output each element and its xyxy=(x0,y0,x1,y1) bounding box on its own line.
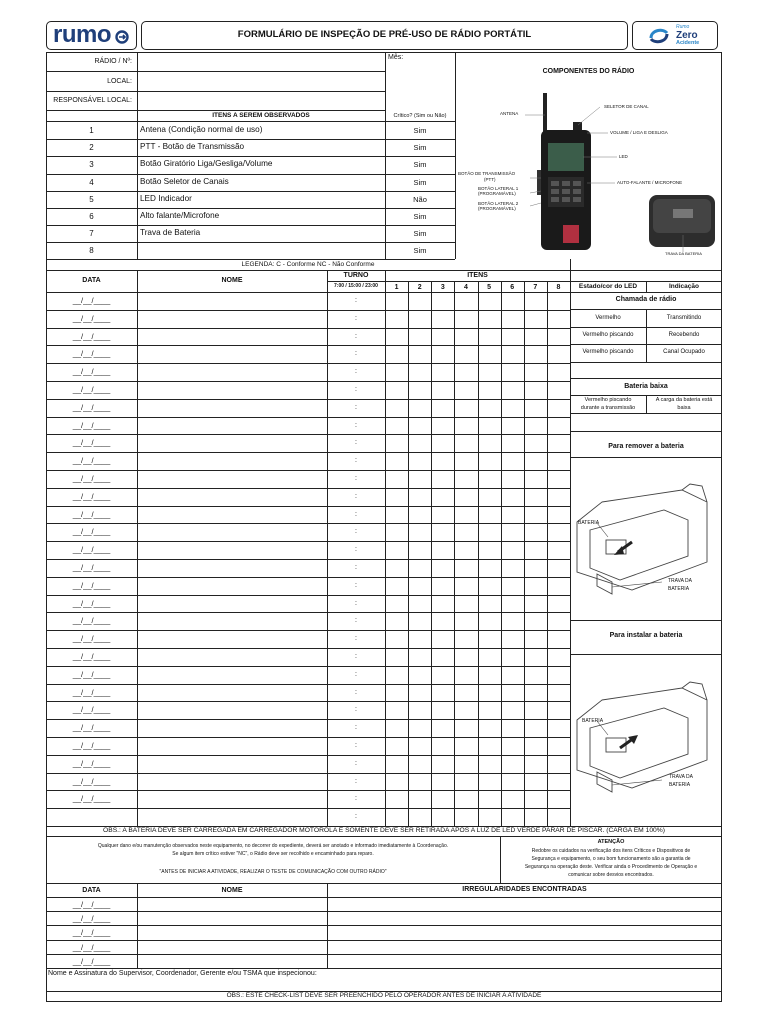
led-col-indicacao: Indicação xyxy=(669,283,699,290)
irr-description-field[interactable] xyxy=(328,898,720,910)
item-critico: Sim xyxy=(413,246,427,256)
log-time-field[interactable]: : xyxy=(355,617,357,625)
log-name-field[interactable] xyxy=(138,649,326,665)
item-name: Botão Seletor de Canais xyxy=(140,176,229,186)
chamada-row-2-estado: Vermelho piscando xyxy=(582,332,634,338)
mes-field[interactable] xyxy=(388,64,452,108)
log-time-field[interactable]: : xyxy=(355,813,357,821)
log-date-field[interactable]: __/__/____ xyxy=(72,634,111,644)
log-name-field[interactable] xyxy=(138,613,326,629)
autofalante-label: AUTO-FALANTE / MICROFONE xyxy=(617,180,683,185)
log-name-field[interactable] xyxy=(138,774,326,790)
log-time-field[interactable]: : xyxy=(355,421,357,429)
log-date-field[interactable]: __/__/____ xyxy=(72,687,111,697)
log-time-field[interactable]: : xyxy=(355,635,357,643)
atencao-title: ATENÇÃO xyxy=(597,839,625,845)
components-title: COMPONENTES DO RÁDIO xyxy=(542,68,635,75)
log-date-field[interactable]: __/__/____ xyxy=(72,741,111,750)
seletor-label: SELETOR DE CANAL xyxy=(604,104,649,109)
log-name-field[interactable] xyxy=(138,364,326,380)
remover-trava-label-1: TRAVA DA xyxy=(668,578,692,584)
log-date-field[interactable]: __/__/____ xyxy=(72,598,111,608)
log-time-field[interactable]: : xyxy=(355,368,357,376)
log-date-field[interactable]: __/__/____ xyxy=(72,758,111,768)
item-name: PTT - Botão de Transmissão xyxy=(140,142,245,152)
log-date-field[interactable]: __/__/____ xyxy=(72,545,111,555)
log-name-field[interactable] xyxy=(138,346,326,362)
remover-bateria-label: BATERIA xyxy=(578,520,600,526)
log-name-field[interactable] xyxy=(138,435,326,451)
item-column-number: 8 xyxy=(556,284,561,291)
ptt-label-2: (PTT) xyxy=(484,177,496,182)
log-name-field[interactable] xyxy=(138,791,326,807)
radio-number-field[interactable] xyxy=(138,53,384,70)
item-number: 4 xyxy=(89,177,94,187)
atencao-line3: Segurança na operação deste. Verificar ainda o Procedimento de Operação e xyxy=(524,864,698,870)
remover-title: Para remover a bateria xyxy=(608,443,684,450)
log-time-field[interactable]: : xyxy=(355,688,357,696)
chamada-row-1-indicacao: Transmitindo xyxy=(666,315,702,321)
log-time-field[interactable]: : xyxy=(355,386,357,393)
irr-date-field[interactable]: __/__/____ xyxy=(72,956,111,966)
chamada-row-1-estado: Vermelho xyxy=(595,315,621,321)
item-critico: Sim xyxy=(413,212,427,221)
lateral1-label-2: (PROGRAMÁVEL) xyxy=(478,191,516,196)
log-date-field[interactable]: __/__/____ xyxy=(72,456,111,466)
log-name-field[interactable] xyxy=(138,507,326,523)
log-col-itens: ITENS xyxy=(467,272,488,279)
item-number: 2 xyxy=(89,143,94,153)
log-name-field[interactable] xyxy=(138,560,326,576)
lateral2-label-2: (PROGRAMÁVEL) xyxy=(478,206,516,211)
log-time-field[interactable]: : xyxy=(355,439,357,447)
log-date-field[interactable]: __/__/____ xyxy=(72,563,111,572)
instalar-trava-label-1: TRAVA DA xyxy=(669,774,693,780)
log-col-nome: NOME xyxy=(221,277,243,284)
irr-name-field[interactable] xyxy=(138,898,326,910)
log-name-field[interactable] xyxy=(138,400,326,416)
responsavel-label: RESPONSÁVEL LOCAL: xyxy=(53,97,132,104)
log-date-field[interactable]: __/__/____ xyxy=(72,776,111,786)
log-col-turno: TURNO xyxy=(343,272,369,279)
log-name-field[interactable] xyxy=(138,542,326,558)
log-date-field[interactable]: __/__/____ xyxy=(72,331,111,341)
irr-description-field[interactable] xyxy=(328,955,720,967)
irr-description-field[interactable] xyxy=(328,926,720,938)
lateral2-label-1: BOTÃO LATERAL 2 xyxy=(478,201,519,206)
item-column-number: 4 xyxy=(463,284,468,291)
log-name-field[interactable] xyxy=(138,471,326,487)
legenda: LEGENDA: C - Conforme NC - Não Conforme xyxy=(241,261,375,268)
log-name-field[interactable] xyxy=(138,418,326,434)
assinatura-field[interactable] xyxy=(48,980,718,990)
chamada-row-2-indicacao: Recebendo xyxy=(668,332,700,338)
obs-bateria-note: OBS.: A BATERIA DEVE SER CARREGADA EM CARREGADOR MOTOROLA E SOMENTE DEVE SER RETIRADA APÓS A LUZ DE LED VERDE PARAR DE PISCAR. (CARGA EM 100%) xyxy=(103,827,665,834)
item-number: 6 xyxy=(89,212,94,221)
log-time-field[interactable]: : xyxy=(355,457,357,465)
volume-label: VOLUME / LIGA E DESLIGA xyxy=(610,130,668,135)
log-time-field[interactable]: : xyxy=(355,724,357,732)
log-time-field[interactable]: : xyxy=(355,475,357,482)
item-name: Antena (Condição normal de uso) xyxy=(140,125,263,134)
log-date-field[interactable]: __/__/____ xyxy=(72,385,111,394)
log-date-field[interactable]: __/__/____ xyxy=(72,669,111,679)
local-label: LOCAL: xyxy=(107,78,132,85)
atencao-line2: Segurança e equipamento, o seu bom funcionamento são a garantia de xyxy=(531,856,691,862)
brand-line3: Acidente xyxy=(676,40,700,46)
instalar-trava-label-2: BATERIA xyxy=(669,782,691,788)
item-column-number: 3 xyxy=(440,284,445,291)
ptt-label-1: BOTÃO DE TRANSMISSÃO xyxy=(458,171,516,176)
brand-line2: Zero xyxy=(676,30,698,41)
irr-col-irregularidades: IRREGULARIDADES ENCONTRADAS xyxy=(462,886,587,893)
item-number: 5 xyxy=(89,194,94,204)
bateria-estado-1: Vermelho piscando xyxy=(584,397,632,403)
brand-line1: Rumo xyxy=(676,24,690,30)
item-name: Trava de Bateria xyxy=(140,228,201,238)
remove-battery-illustration xyxy=(572,482,720,602)
log-date-field[interactable]: __/__/____ xyxy=(72,296,111,305)
bateria-indicacao-2: baixa xyxy=(677,405,691,411)
irr-date-field[interactable]: __/__/____ xyxy=(72,900,111,909)
log-time-field[interactable]: : xyxy=(355,670,357,678)
log-time-field[interactable]: : xyxy=(355,350,357,358)
item-number: 3 xyxy=(89,160,94,170)
log-name-field[interactable] xyxy=(138,667,326,683)
log-date-field[interactable]: __/__/____ xyxy=(72,616,111,626)
log-name-field[interactable] xyxy=(138,631,326,647)
form-title: FORMULÁRIO DE INSPEÇÃO DE PRÉ-USO DE RÁDIO PORTÁTIL xyxy=(237,29,532,40)
log-name-field[interactable] xyxy=(138,311,326,327)
irr-date-field[interactable]: __/__/____ xyxy=(72,914,111,924)
log-time-field[interactable]: : xyxy=(355,403,357,411)
rumo-logo: rumo xyxy=(53,21,111,48)
item-column-number: 7 xyxy=(533,284,538,291)
bateria-estado-2: durante a transmissão xyxy=(580,405,636,411)
log-date-field[interactable]: __/__/____ xyxy=(72,580,111,590)
log-time-field[interactable]: : xyxy=(355,528,357,536)
item-number: 8 xyxy=(89,246,94,256)
item-name: Alto falante/Microfone xyxy=(140,211,220,220)
irr-name-field[interactable] xyxy=(138,955,326,967)
assinatura-label: Nome e Assinatura do Supervisor, Coordenador, Gerente e/ou TSMA que inspecionou: xyxy=(48,970,317,977)
irr-date-field[interactable]: __/__/____ xyxy=(72,928,111,938)
log-date-field[interactable]: __/__/____ xyxy=(72,438,111,448)
log-date-field[interactable]: __/__/____ xyxy=(72,491,111,501)
item-column-number: 5 xyxy=(487,284,492,291)
log-name-field[interactable] xyxy=(138,524,326,540)
log-time-field[interactable]: : xyxy=(355,777,357,785)
log-col-turno-hours: 7:00 / 15:00 / 23:00 xyxy=(334,283,378,289)
log-time-field[interactable]: : xyxy=(355,759,357,767)
log-time-field[interactable]: : xyxy=(355,706,357,714)
log-time-field[interactable]: : xyxy=(355,581,357,589)
irr-name-field[interactable] xyxy=(138,912,326,924)
log-time-field[interactable]: : xyxy=(355,332,357,340)
responsavel-field[interactable] xyxy=(138,92,384,109)
log-name-field[interactable] xyxy=(138,720,326,736)
item-column-number: 1 xyxy=(394,284,399,291)
irr-date-field[interactable]: __/__/____ xyxy=(72,942,111,952)
obs-dano-line1: Qualquer dano e/ou manutenção observados neste equipamento, no decorrer do expediente, deverá ser anotado e informado imediatamente à Coordenação. xyxy=(97,843,449,849)
item-critico: Sim xyxy=(413,229,427,239)
obs-antes-note: "ANTES DE INICIAR A ATIVIDADE, REALIZAR O TESTE DE COMUNICAÇÃO COM OUTRO RÁDIO" xyxy=(159,869,387,875)
item-number: 1 xyxy=(89,126,94,135)
log-date-field[interactable]: __/__/____ xyxy=(72,794,111,804)
log-name-field[interactable] xyxy=(138,685,326,701)
log-date-field[interactable]: __/__/____ xyxy=(72,474,111,483)
trava-label: TRAVA DA BATERIA xyxy=(665,251,702,256)
log-time-field[interactable]: : xyxy=(355,564,357,571)
log-date-field[interactable]: __/__/____ xyxy=(72,402,111,412)
log-date-field[interactable]: __/__/____ xyxy=(72,705,111,715)
irr-col-nome: NOME xyxy=(221,887,243,894)
local-field[interactable] xyxy=(138,72,384,90)
atencao-line4: comunicar sobre desvios encontrados. xyxy=(568,872,654,878)
log-time-field[interactable]: : xyxy=(355,492,357,500)
log-time-field[interactable]: : xyxy=(355,546,357,554)
bateria-indicacao-1: A carga da bateria está xyxy=(655,397,713,403)
irr-name-field[interactable] xyxy=(138,941,326,953)
item-critico: Sim xyxy=(413,126,427,135)
log-date-field[interactable]: __/__/____ xyxy=(72,313,111,323)
log-name-field[interactable] xyxy=(138,738,326,754)
chamada-title: Chamada de rádio xyxy=(615,296,677,303)
log-time-field[interactable]: : xyxy=(355,795,357,803)
item-column-number: 6 xyxy=(510,284,515,291)
log-name-field[interactable] xyxy=(138,453,326,469)
log-date-field[interactable]: __/__/____ xyxy=(72,420,111,430)
atencao-line1: Redobre os cuidados na verificação dos itens Críticos e Dispositivos de xyxy=(531,848,691,854)
log-name-field[interactable] xyxy=(138,756,326,772)
item-name: Botão Giratório Liga/Gesliga/Volume xyxy=(140,159,273,169)
checklist-note: OBS.: ESTE CHECK-LIST DEVE SER PREENCHIDO PELO OPERADOR ANTES DE INICIAR A ATIVIDADE xyxy=(226,992,542,999)
log-time-field[interactable]: : xyxy=(355,510,357,518)
log-date-field[interactable]: __/__/____ xyxy=(72,527,111,537)
log-name-field[interactable] xyxy=(138,578,326,594)
obs-dano-line2: Se algum item crítico estiver "NC", o Rádio deve ser recolhido e encaminhado para reparo. xyxy=(172,851,374,857)
log-time-field[interactable]: : xyxy=(355,297,357,304)
log-name-field[interactable] xyxy=(138,596,326,612)
log-name-field[interactable] xyxy=(138,382,326,398)
log-date-field[interactable]: __/__/____ xyxy=(72,652,111,661)
item-name: LED Indicador xyxy=(140,193,192,203)
rumo-logo-mark xyxy=(115,30,129,44)
irr-col-data: DATA xyxy=(82,887,101,894)
mes-label: Mês: xyxy=(388,54,404,61)
radio-label: RÁDIO / Nº: xyxy=(94,58,132,65)
install-battery-illustration xyxy=(572,680,720,800)
lateral1-label-1: BOTÃO LATERAL 1 xyxy=(478,186,519,191)
irr-name-field[interactable] xyxy=(138,926,326,938)
instalar-bateria-label: BATERIA xyxy=(582,718,604,724)
item-critico: Sim xyxy=(413,177,427,187)
log-name-field[interactable] xyxy=(138,293,326,309)
log-date-field[interactable]: __/__/____ xyxy=(72,367,111,377)
instalar-title: Para instalar a bateria xyxy=(609,632,683,639)
item-critico: Sim xyxy=(413,143,427,153)
zero-acidente-logo-icon xyxy=(648,26,670,46)
items-header: ITENS A SEREM OBSERVADOS xyxy=(212,112,310,119)
remover-trava-label-2: BATERIA xyxy=(668,586,690,592)
chamada-row-3-indicacao: Canal Ocupado xyxy=(663,349,705,355)
log-name-field[interactable] xyxy=(138,809,326,825)
log-time-field[interactable]: : xyxy=(355,599,357,607)
chamada-row-3-estado: Vermelho piscando xyxy=(582,349,634,355)
log-name-field[interactable] xyxy=(138,329,326,345)
log-name-field[interactable] xyxy=(138,489,326,505)
critico-header: Crítico? (Sim ou Não) xyxy=(393,113,447,119)
log-date-field[interactable]: __/__/____ xyxy=(72,349,111,359)
irr-description-field[interactable] xyxy=(328,912,720,924)
log-date-field[interactable]: __/__/____ xyxy=(72,509,111,519)
item-column-number: 2 xyxy=(417,284,422,291)
item-number: 7 xyxy=(89,229,94,239)
item-critico: Sim xyxy=(413,160,427,170)
log-name-field[interactable] xyxy=(138,702,326,718)
irr-description-field[interactable] xyxy=(328,941,720,953)
bateria-title: Bateria baixa xyxy=(624,383,668,390)
brand-box xyxy=(632,21,718,50)
antena-label: ANTENA xyxy=(500,111,519,116)
led-label: LED xyxy=(619,154,628,159)
log-time-field[interactable]: : xyxy=(355,742,357,749)
log-date-field[interactable]: __/__/____ xyxy=(72,723,111,733)
log-time-field[interactable]: : xyxy=(355,653,357,660)
led-col-estado: Estado/cor do LED xyxy=(578,283,638,290)
item-critico: Não xyxy=(413,194,427,204)
log-time-field[interactable]: : xyxy=(355,314,357,322)
log-col-data: DATA xyxy=(82,277,101,284)
